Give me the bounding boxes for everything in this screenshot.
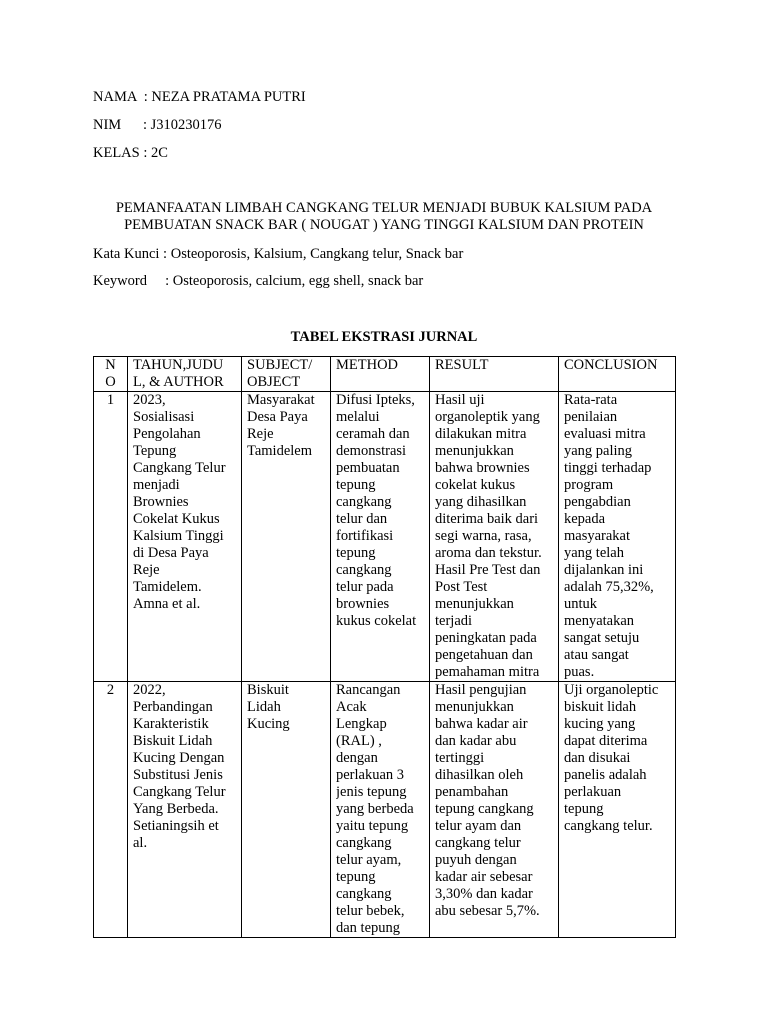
keywords-id-value: Osteoporosis, Kalsium, Cangkang telur, Snack bar	[170, 246, 464, 262]
cell-method: Rancangan Acak Lengkap (RAL) , dengan perlakuan 3 jenis tepung yang berbeda yaitu tepung cangkang telur ayam, tepung cangkang telur bebek, dan tepung	[331, 682, 430, 938]
student-class: 2C	[151, 145, 168, 161]
student-class-line	[93, 144, 168, 162]
cell-no: 1	[94, 392, 128, 682]
keywords-id-label: Kata Kunci :	[93, 246, 171, 262]
keywords-indonesian	[93, 245, 463, 263]
nim-label: NIM :	[93, 117, 151, 133]
header-result: RESULT	[430, 357, 559, 392]
header-year-title-author: TAHUN,JUDU L, & AUTHOR	[128, 357, 242, 392]
table-row	[94, 682, 676, 938]
cell-no: 2	[94, 682, 128, 938]
keywords-en-value: Osteoporosis, calcium, egg shell, snack bar	[172, 273, 424, 289]
journal-extraction-table	[93, 356, 676, 938]
table-row	[94, 392, 676, 682]
cell-subject: Masyarakat Desa Paya Reje Tamidelem	[242, 392, 331, 682]
cell-year-title-author: 2023, Sosialisasi Pengolahan Tepung Cangkang Telur menjadi Brownies Cokelat Kukus Kalsium Tinggi di Desa Paya Reje Tamidelem. Amna et al.	[128, 392, 242, 682]
table-header-row	[94, 357, 676, 392]
student-nim: J310230176	[150, 117, 222, 133]
cell-subject: Biskuit Lidah Kucing	[242, 682, 331, 938]
student-nim-line	[93, 116, 222, 134]
cell-method: Difusi Ipteks, melalui ceramah dan demonstrasi pembuatan tepung cangkang telur dan fortifikasi tepung cangkang telur pada brownies kukus cokelat	[331, 392, 430, 682]
class-label: KELAS :	[93, 145, 151, 161]
header-conclusion: CONCLUSION	[559, 357, 676, 392]
header-no: N O	[94, 357, 128, 392]
name-label: NAMA :	[93, 89, 152, 105]
cell-result: Hasil pengujian menunjukkan bahwa kadar air dan kadar abu tertinggi dihasilkan oleh penambahan tepung cangkang telur ayam dan cangkang telur puyuh dengan kadar air sebesar 3,30% dan kadar abu sebesar 5,7%.	[430, 682, 559, 938]
student-name-line	[93, 88, 306, 106]
header-method: METHOD	[331, 357, 430, 392]
paper-title-line-2: PEMBUATAN SNACK BAR ( NOUGAT ) YANG TINGGI KALSIUM DAN PROTEIN	[124, 217, 644, 233]
cell-conclusion: Uji organoleptic biskuit lidah kucing yang dapat diterima dan disukai panelis adalah perlakuan tepung cangkang telur.	[559, 682, 676, 938]
student-name: NEZA PRATAMA PUTRI	[151, 89, 306, 105]
table-title: TABEL EKSTRASI JURNAL	[290, 329, 478, 345]
cell-conclusion: Rata-rata penilaian evaluasi mitra yang paling tinggi terhadap program pengabdian kepada masyarakat yang telah dijalankan ini adalah 75,32%, untuk menyatakan sangat setuju atau sangat puas.	[559, 392, 676, 682]
cell-result: Hasil uji organoleptik yang dilakukan mitra menunjukkan bahwa brownies cokelat kukus yang dihasilkan diterima baik dari segi warna, rasa, aroma dan tekstur. Hasil Pre Test dan Post Test menunjukkan terjadi peningkatan pada pengetahuan dan pemahaman mitra	[430, 392, 559, 682]
cell-year-title-author: 2022, Perbandingan Karakteristik Biskuit Lidah Kucing Dengan Substitusi Jenis Cangkang Telur Yang Berbeda. Setianingsih et al.	[128, 682, 242, 938]
paper-title-line-1: PEMANFAATAN LIMBAH CANGKANG TELUR MENJADI BUBUK KALSIUM PADA	[115, 200, 653, 216]
keywords-english	[93, 272, 423, 290]
header-subject: SUBJECT/ OBJECT	[242, 357, 331, 392]
keywords-en-label: Keyword :	[93, 273, 173, 289]
